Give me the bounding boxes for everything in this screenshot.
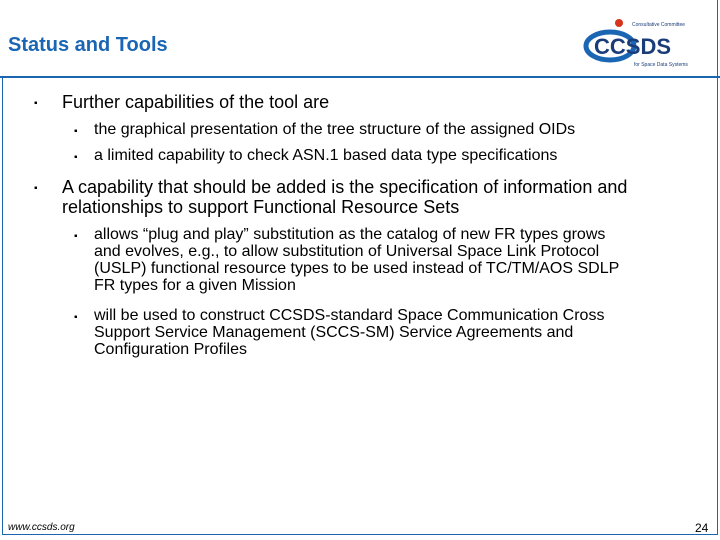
bullet-2-sub-2-line-3: Configuration Profiles bbox=[94, 341, 247, 358]
logo-red-dot bbox=[615, 19, 623, 27]
bullet-2-line-1: A capability that should be added is the specification of information and bbox=[62, 177, 628, 197]
footer-url: www.ccsds.org bbox=[8, 522, 75, 533]
ccsds-logo bbox=[582, 18, 710, 68]
bullet-2-sub-2-line-1: will be used to construct CCSDS-standard Space Communication Cross bbox=[94, 307, 605, 324]
bullet-2-sub-1-line-3: (USLP) functional resource types to be used instead of TC/TM/AOS SDLP bbox=[94, 260, 620, 277]
bullet-1-sub-2: a limited capability to check ASN.1 based data type specifications bbox=[94, 147, 558, 164]
logo-line1: Consultative Committee bbox=[632, 22, 686, 28]
bullet-2-sub-2-line-2: Support Service Management (SCCS-SM) Service Agreements and bbox=[94, 324, 574, 341]
bullet-2-sub-1-line-4: FR types for a given Mission bbox=[94, 277, 296, 294]
sub-bullet-marker: ▪ bbox=[74, 231, 78, 242]
sub-bullet-marker: ▪ bbox=[74, 312, 78, 323]
footer-rule bbox=[2, 534, 718, 535]
header-rule bbox=[0, 76, 720, 78]
bullet-2-sub-1-line-2: and evolves, e.g., to allow substitution of Universal Space Link Protocol bbox=[94, 243, 600, 260]
bullet-1-text: Further capabilities of the tool are bbox=[62, 92, 330, 112]
bullet-marker: ▪ bbox=[34, 98, 38, 109]
bullet-1-sub-1: the graphical presentation of the tree structure of the assigned OIDs bbox=[94, 121, 576, 138]
logo-line2: for Space Data Systems bbox=[634, 62, 688, 68]
right-rule bbox=[717, 0, 718, 535]
bullet-marker: ▪ bbox=[34, 183, 38, 194]
left-rule bbox=[2, 78, 3, 534]
page-number: 24 bbox=[695, 521, 709, 535]
bullet-2-line-2: relationships to support Functional Resource Sets bbox=[62, 197, 460, 217]
bullet-2-sub-1-line-1: allows “plug and play” substitution as the catalog of new FR types grows bbox=[94, 226, 606, 243]
sub-bullet-marker: ▪ bbox=[74, 126, 78, 137]
logo-mark: CCSDS bbox=[594, 34, 672, 59]
sub-bullet-marker: ▪ bbox=[74, 152, 78, 163]
slide-title: Status and Tools bbox=[8, 34, 168, 56]
